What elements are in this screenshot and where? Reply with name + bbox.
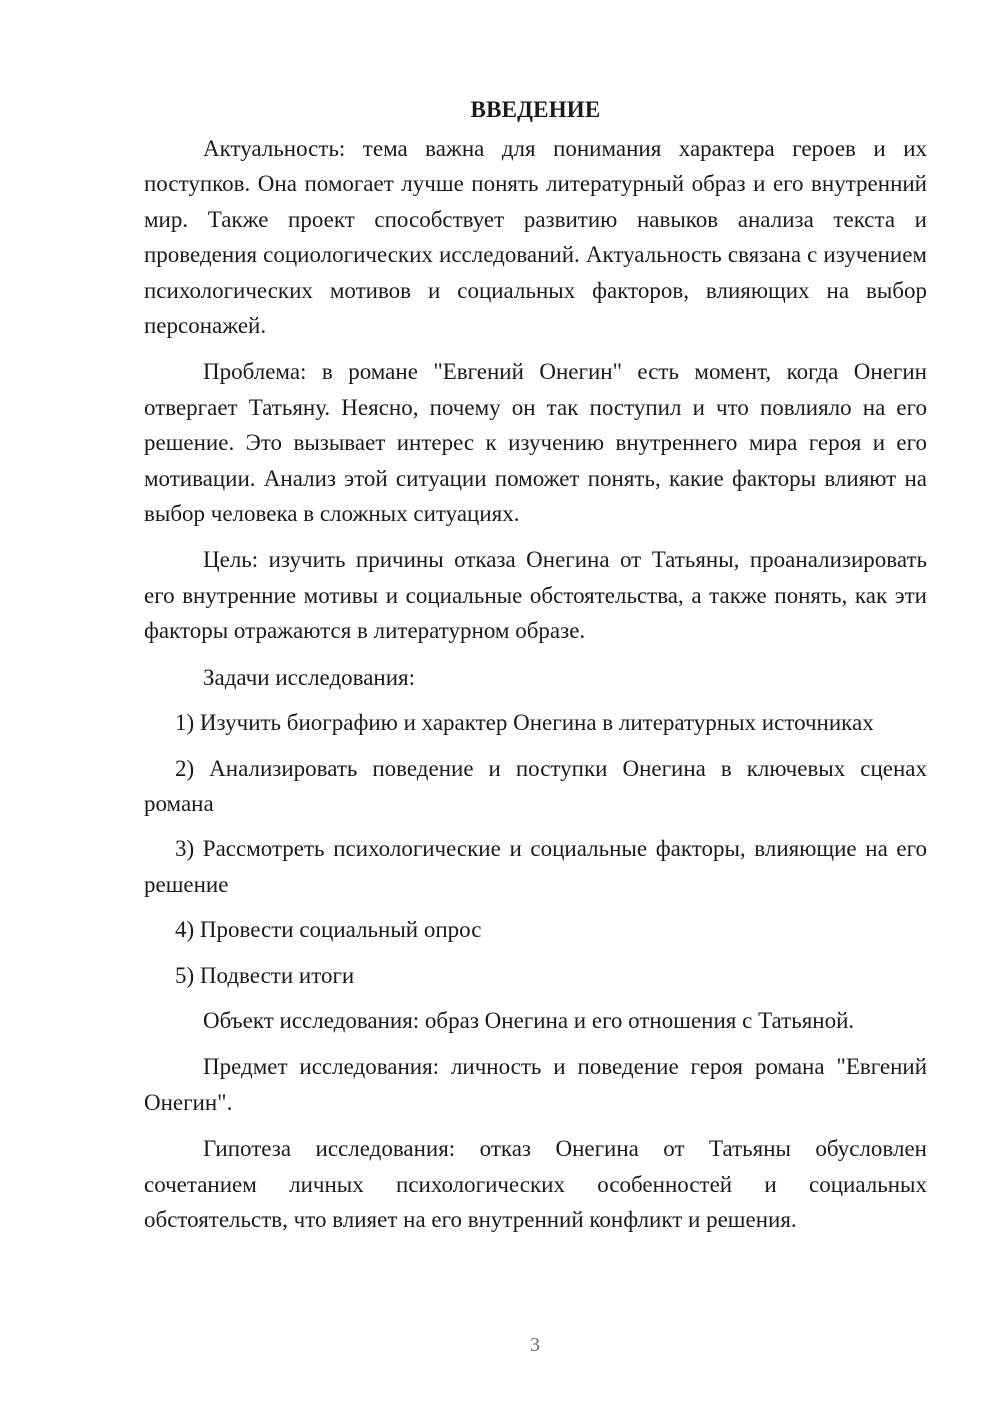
task-item-2: 2) Анализировать поведение и поступки Онегина в ключевых сценах романа: [144, 755, 927, 816]
relevance-paragraph: Актуальность: тема важна для понимания характера героев и их поступков. Она помогает лучше понять литературный образ и его внутренний мир. Также проект способствует развитию навыков анализа текста и проведения социологических исследований. Актуальность связана с изучением психологических мотивов и социальных факторов, влияющих на выбор персонажей.: [144, 136, 927, 339]
page-number: 3: [530, 1334, 540, 1356]
task-item-1: 1) Изучить биографию и характер Онегина в литературных источниках: [175, 710, 874, 736]
task-item-5: 5) Подвести итоги: [175, 962, 355, 988]
problem-paragraph: Проблема: в романе "Евгений Онегин" есть момент, когда Онегин отвергает Татьяну. Неясно, почему он так поступил и что повлияло на его решение. Это вызывает интерес к изучению внутреннего мира героя и его мотивации. Анализ этой ситуации поможет понять, какие факторы влияют на выбор человека в сложных ситуациях.: [144, 359, 927, 527]
task-item-3: 3) Рассмотреть психологические и социальные факторы, влияющие на его решение: [144, 836, 927, 897]
subject-paragraph: Предмет исследования: личность и поведение героя романа "Евгений Онегин".: [144, 1054, 927, 1115]
document-page: [144, 95, 927, 1237]
section-heading: ВВЕДЕНИЕ: [470, 97, 601, 122]
object-paragraph: Объект исследования: образ Онегина и его отношения с Татьяной.: [203, 1007, 855, 1033]
hypothesis-paragraph: Гипотеза исследования: отказ Онегина от Татьяны обусловлен сочетанием личных психологических особенностей и социальных обстоятельств, что влияет на его внутренний конфликт и решения.: [144, 1136, 927, 1232]
tasks-title: Задачи исследования:: [203, 664, 416, 690]
goal-paragraph: Цель: изучить причины отказа Онегина от Татьяны, проанализировать его внутренние мотивы и социальные обстоятельства, а также понять, как эти факторы отражаются в литературном образе.: [144, 547, 927, 644]
task-item-4: 4) Провести социальный опрос: [175, 917, 482, 943]
